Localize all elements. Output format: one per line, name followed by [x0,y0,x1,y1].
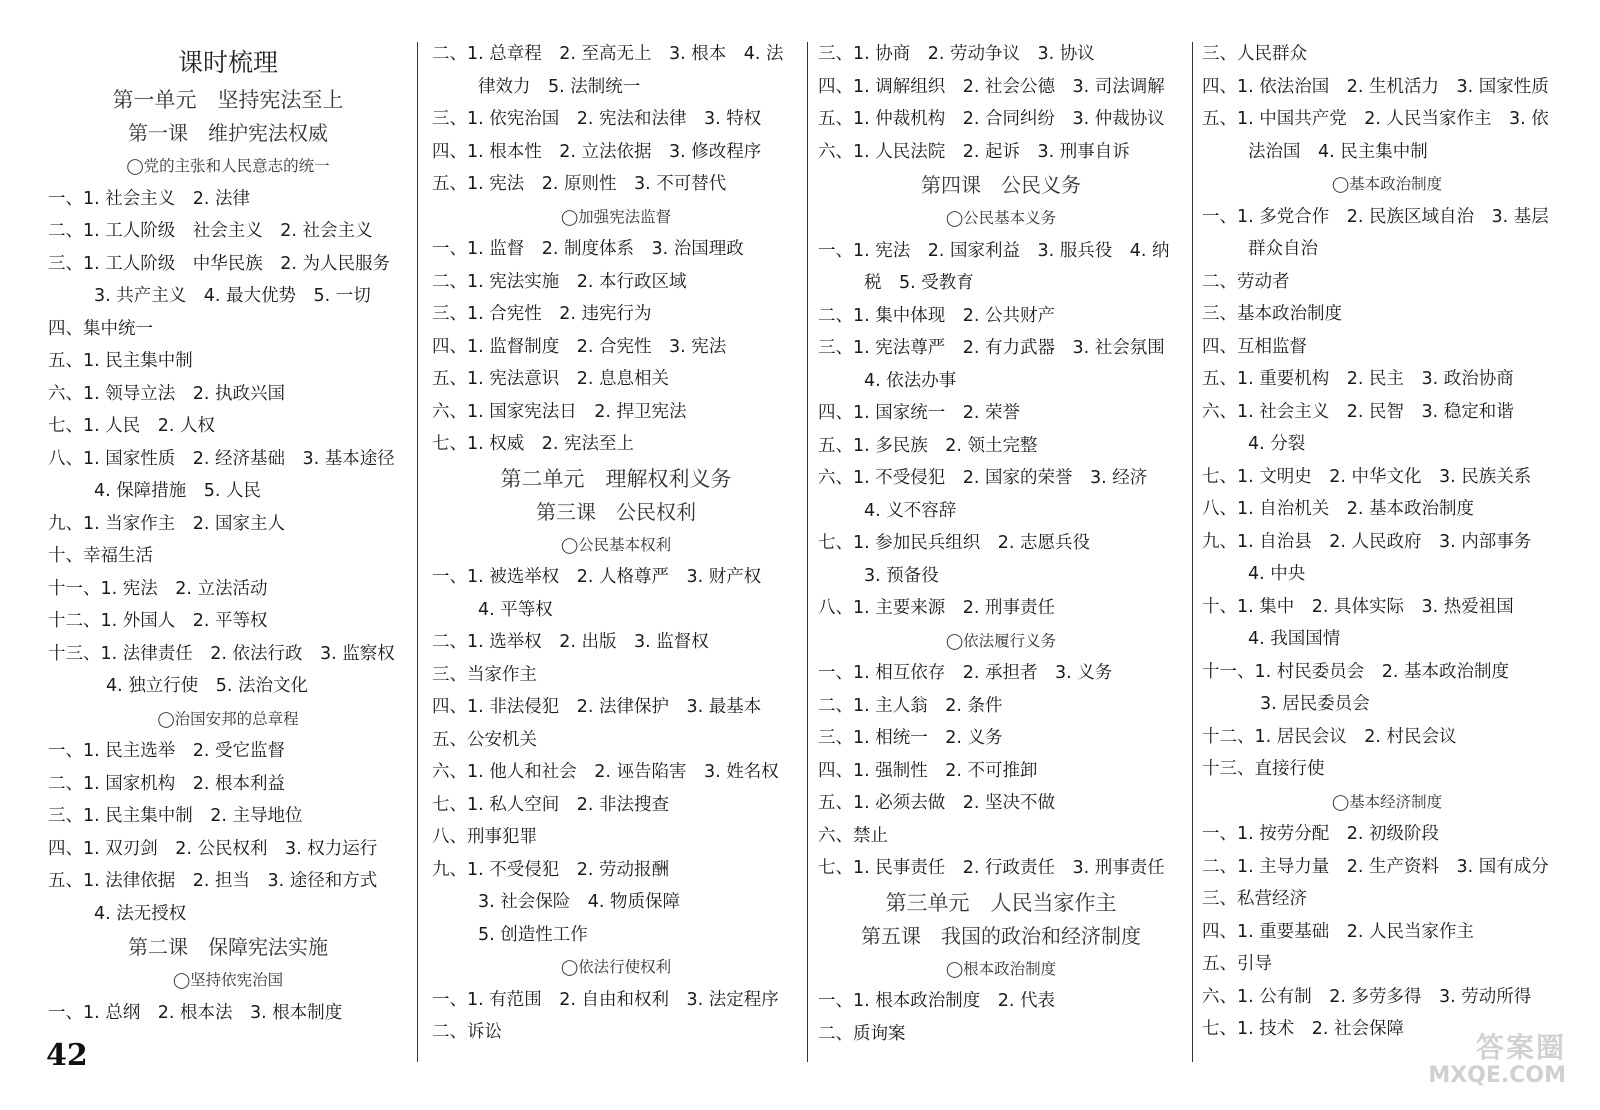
answer-line: 五、1. 宪法意识 2. 息息相关 [432,369,670,389]
column-divider [417,42,418,1062]
watermark-site: MXQE.COM [1428,1063,1566,1088]
answer-line-continued: 3. 共产主义 4. 最大优势 5. 一切 [94,286,371,306]
answer-line-continued: 4. 独立行使 5. 法治文化 [106,676,309,696]
answer-line-continued: 税 5. 受教育 [864,273,974,293]
column-3 [818,38,1184,1068]
answer-line: 六、1. 人民法院 2. 起诉 3. 刑事自诉 [818,141,1130,162]
answer-line: 九、1. 当家作主 2. 国家主人 [48,513,286,534]
lesson-heading: 第二课 保障宪法实施 [128,935,328,959]
answer-line: 三、1. 民主集中制 2. 主导地位 [48,806,303,826]
answer-line: 二、1. 总章程 2. 至高无上 3. 根本 4. 法 [432,44,784,64]
answer-line: 五、公安机关 [432,729,537,750]
answer-line: 三、私营经济 [1202,889,1307,909]
lesson-heading: 第四课 公民义务 [921,173,1081,197]
lesson-heading: 第一课 维护宪法权威 [128,121,328,145]
answer-line-continued: 4. 中央 [1248,564,1306,584]
answer-line: 四、互相监督 [1202,336,1307,357]
section-heading: ◯基本经济制度 [1331,792,1443,811]
answer-line: 五、1. 中国共产党 2. 人民当家作主 3. 依 [1202,109,1549,129]
answer-line: 十、1. 集中 2. 具体实际 3. 热爱祖国 [1202,596,1514,617]
answer-line-continued: 4. 分裂 [1248,434,1306,454]
answer-line-continued: 法治国 4. 民主集中制 [1248,141,1428,162]
answer-line-continued: 3. 预备役 [864,565,939,586]
answer-line: 二、劳动者 [1202,271,1290,292]
answer-line: 四、1. 非法侵犯 2. 法律保护 3. 最基本 [432,697,762,717]
answer-line: 八、1. 主要来源 2. 刑事责任 [818,598,1056,618]
answer-line: 二、1. 集中体现 2. 公共财产 [818,305,1056,326]
answer-line: 一、1. 宪法 2. 国家利益 3. 服兵役 4. 纳 [818,240,1170,261]
answer-line: 一、1. 多党合作 2. 民族区域自治 3. 基层 [1202,206,1549,227]
unit-heading: 第一单元 坚持宪法至上 [112,88,344,112]
answer-line: 七、1. 人民 2. 人权 [48,416,216,436]
answer-line: 二、1. 宪法实施 2. 本行政区域 [432,271,687,292]
answer-line: 一、1. 被选举权 2. 人格尊严 3. 财产权 [432,567,762,587]
page-number: 42 [46,1038,88,1073]
answer-line: 六、1. 社会主义 2. 民智 3. 稳定和谐 [1202,401,1514,422]
answer-line: 四、1. 国家统一 2. 荣誉 [818,403,1021,423]
section-heading: ◯依法履行义务 [945,631,1057,650]
answer-line: 三、1. 宪法尊严 2. 有力武器 3. 社会氛围 [818,338,1165,358]
answer-line: 十一、1. 宪法 2. 立法活动 [48,578,268,599]
answer-line: 四、1. 强制性 2. 不可推卸 [818,760,1038,781]
answer-line: 十二、1. 居民会议 2. 村民会议 [1202,726,1457,747]
answer-line: 八、1. 自治机关 2. 基本政治制度 [1202,499,1475,519]
answer-line: 六、1. 领导立法 2. 执政兴国 [48,383,286,404]
column-1 [48,38,408,1068]
answer-line: 五、引导 [1202,954,1272,974]
answer-line: 七、1. 参加民兵组织 2. 志愿兵役 [818,533,1091,553]
column-divider [1192,42,1193,1062]
lesson-heading: 第三课 公民权利 [536,499,696,524]
column-divider [807,42,808,1062]
answer-line: 一、1. 民主选举 2. 受它监督 [48,741,286,761]
answer-line-continued: 4. 法无授权 [94,903,187,924]
section-heading: ◯公民基本义务 [945,209,1057,227]
answer-line: 九、1. 自治县 2. 人民政府 3. 内部事务 [1202,531,1532,552]
answer-line: 三、基本政治制度 [1202,304,1342,324]
answer-line: 三、1. 协商 2. 劳动争议 3. 协议 [818,44,1095,64]
answer-line: 三、1. 依宪治国 2. 宪法和法律 3. 特权 [432,109,762,129]
answer-line: 六、1. 不受侵犯 2. 国家的荣誉 3. 经济 [818,468,1148,488]
answer-line: 三、人民群众 [1202,44,1307,64]
answer-line: 五、1. 多民族 2. 领土完整 [818,435,1038,456]
column-4 [1202,38,1572,1068]
section-heading: ◯坚持依宪治国 [172,971,284,989]
answer-line: 七、1. 权威 2. 宪法至上 [432,434,635,454]
watermark [1428,1032,1566,1088]
answer-line: 一、1. 按劳分配 2. 初级阶段 [1202,824,1440,844]
answer-line: 四、1. 重要基础 2. 人民当家作主 [1202,921,1475,942]
answer-line: 三、当家作主 [432,664,537,685]
answer-line: 八、刑事犯罪 [432,827,537,847]
unit-heading: 第二单元 理解权利义务 [500,466,732,491]
answer-line: 七、1. 技术 2. 社会保障 [1202,1019,1405,1039]
answer-line: 十三、直接行使 [1202,759,1325,779]
section-heading: ◯基本政治制度 [1331,175,1443,193]
answer-line: 三、1. 相统一 2. 义务 [818,728,1003,748]
answer-line: 四、1. 调解组织 2. 社会公德 3. 司法调解 [818,76,1165,97]
answer-line: 六、1. 公有制 2. 多劳多得 3. 劳动所得 [1202,986,1532,1007]
answer-line: 一、1. 相互依存 2. 承担者 3. 义务 [818,663,1113,683]
answer-line: 二、诉讼 [432,1022,502,1042]
answer-line: 三、1. 合宪性 2. 违宪行为 [432,304,652,324]
answer-line: 五、1. 民主集中制 [48,351,193,371]
section-heading: ◯根本政治制度 [945,959,1057,978]
answer-line: 七、1. 文明史 2. 中华文化 3. 民族关系 [1202,466,1532,487]
answer-line: 六、禁止 [818,825,888,846]
answer-line: 六、1. 国家宪法日 2. 捍卫宪法 [432,401,687,422]
answer-line: 十二、1. 外国人 2. 平等权 [48,611,268,631]
answer-line-continued: 3. 居民委员会 [1260,694,1370,714]
answer-line: 五、1. 仲裁机构 2. 合同纠纷 3. 仲裁协议 [818,109,1165,129]
answer-line: 三、1. 工人阶级 中华民族 2. 为人民服务 [48,253,391,274]
watermark-logo-text: 答案圈 [1475,1031,1566,1064]
answer-line-continued: 4. 我国国情 [1248,629,1341,649]
answer-line: 五、1. 重要机构 2. 民主 3. 政治协商 [1202,369,1514,389]
answer-line: 七、1. 私人空间 2. 非法搜查 [432,794,670,815]
answer-line: 二、1. 工人阶级 社会主义 2. 社会主义 [48,221,373,241]
answer-line: 六、1. 他人和社会 2. 诬告陷害 3. 姓名权 [432,762,779,782]
unit-heading: 第三单元 人民当家作主 [885,890,1117,915]
answer-line: 一、1. 有范围 2. 自由和权利 3. 法定程序 [432,989,779,1010]
section-heading: ◯党的主张和人民意志的统一 [126,157,330,175]
answer-line: 五、1. 必须去做 2. 坚决不做 [818,793,1056,813]
answer-line: 七、1. 民事责任 2. 行政责任 3. 刑事责任 [818,858,1165,878]
answer-line: 四、1. 双刃剑 2. 公民权利 3. 权力运行 [48,838,378,859]
answer-line: 二、1. 主人翁 2. 条件 [818,695,1003,716]
answer-line: 四、1. 依法治国 2. 生机活力 3. 国家性质 [1202,76,1549,97]
answer-line: 四、集中统一 [48,318,153,339]
answer-line: 一、1. 总纲 2. 根本法 3. 根本制度 [48,1002,343,1023]
answer-line: 五、1. 宪法 2. 原则性 3. 不可替代 [432,174,727,194]
answer-line: 十、幸福生活 [48,546,153,566]
answer-line-continued: 群众自治 [1248,239,1318,259]
column-2 [432,38,800,1068]
page-title: 课时梳理 [177,48,278,77]
answer-line: 一、1. 根本政治制度 2. 代表 [818,991,1056,1011]
answer-line: 十一、1. 村民委员会 2. 基本政治制度 [1202,661,1510,682]
answer-line: 二、1. 主导力量 2. 生产资料 3. 国有成分 [1202,856,1549,877]
answer-line: 二、1. 选举权 2. 出版 3. 监督权 [432,632,709,652]
answer-line-continued: 律效力 5. 法制统一 [478,76,641,97]
answer-line: 一、1. 社会主义 2. 法律 [48,188,251,209]
answer-line-continued: 4. 义不容辞 [864,500,957,521]
answer-line: 二、质询案 [818,1023,906,1044]
answer-line: 一、1. 监督 2. 制度体系 3. 治国理政 [432,239,744,259]
answer-line: 四、1. 监督制度 2. 合宪性 3. 宪法 [432,336,727,357]
answer-line: 十三、1. 法律责任 2. 依法行政 3. 监察权 [48,643,395,664]
answer-line-continued: 5. 创造性工作 [478,924,588,945]
answer-line: 五、1. 法律依据 2. 担当 3. 途径和方式 [48,871,378,891]
section-heading: ◯加强宪法监督 [560,207,672,226]
answer-line-continued: 4. 保障措施 5. 人民 [94,481,262,501]
section-heading: ◯公民基本权利 [560,535,672,554]
answer-line: 九、1. 不受侵犯 2. 劳动报酬 [432,859,670,880]
lesson-heading: 第五课 我国的政治和经济制度 [861,923,1141,948]
answer-line: 四、1. 根本性 2. 立法依据 3. 修改程序 [432,141,762,162]
answer-line-continued: 3. 社会保险 4. 物质保障 [478,892,681,912]
answer-line: 二、1. 国家机构 2. 根本利益 [48,773,286,794]
answer-line: 八、1. 国家性质 2. 经济基础 3. 基本途径 [48,448,395,469]
answer-line-continued: 4. 依法办事 [864,370,957,391]
section-heading: ◯依法行使权利 [560,958,672,976]
section-heading: ◯治国安邦的总章程 [157,709,299,728]
answer-line-continued: 4. 平等权 [478,599,553,620]
